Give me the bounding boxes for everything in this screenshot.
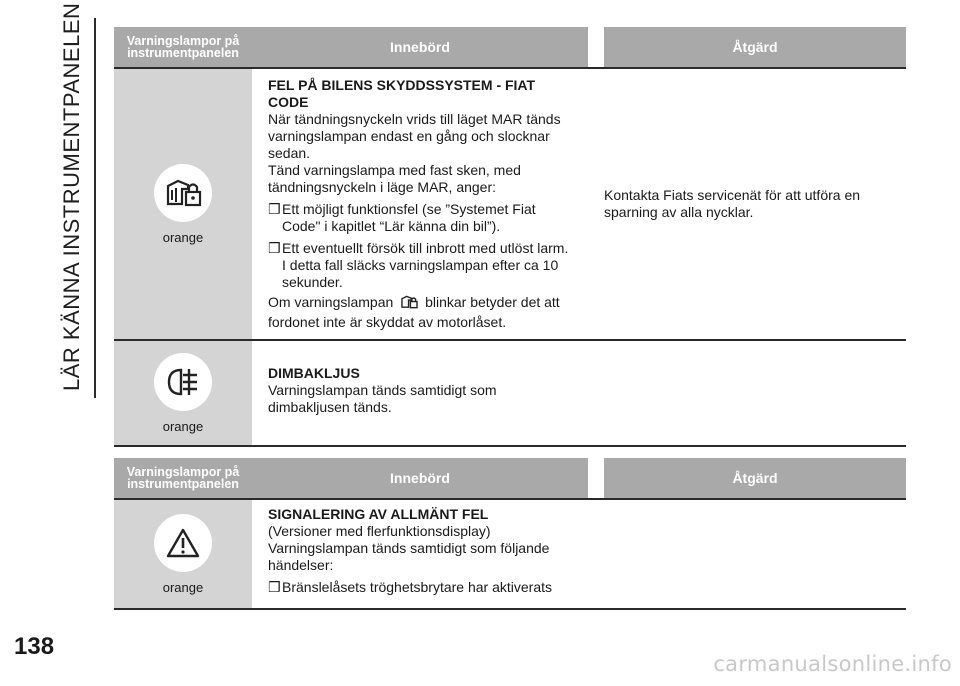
chapter-rule <box>94 18 96 398</box>
action-cell <box>588 341 906 445</box>
icon-cell: orange <box>114 341 252 445</box>
table-row <box>114 341 906 447</box>
warning-lights-table-2 <box>114 458 906 610</box>
meaning-cell: FEL PÅ BILENS SKYDDSSYSTEM - FIAT CODE När tändningsnyckeln vrids till läget MAR tänds varningslampan endast en gång och slocknar sedan. Tänd varningslampa med fast sken, med tändningsnyckeln i läge MAR, anger: ❒ Ett möjligt funktionsfel (se ”Systemet Fiat Code" i kapitlet “Lär känna din bil”). ❒ Ett eventuellt försök till inbrott med utlöst larm. I detta fall släcks varningslampan efter ca 10 sekunder. Om varningslampan blinkar betyder det att fordonet inte är skyddat av motorlåset. <box>252 69 588 339</box>
row-title: DIMBAKLJUS <box>268 365 360 381</box>
list-item: ❒ Ett eventuellt försök till inbrott med utlöst larm. I detta fall släcks varningslampan efter ca 10 sekunder. <box>268 240 569 290</box>
page-number: 138 <box>14 633 55 660</box>
header-meaning: Innebörd <box>252 458 588 498</box>
list-item: ❒ Bränslelåsets tröghetsbrytare har aktiverats <box>268 579 553 595</box>
chapter-title: LÄR KÄNNA INSTRUMENTPANELEN <box>59 2 84 391</box>
action-cell <box>588 500 906 608</box>
fiat-code-inline-icon <box>398 294 420 314</box>
header-action: Åtgärd <box>604 27 906 67</box>
icon-cell: orange <box>114 500 252 608</box>
header-meaning: Innebörd <box>252 27 588 67</box>
icon-cell: orange <box>114 69 252 339</box>
action-cell: Kontakta Fiats servicenät för att utföra en sparning av alla nycklar. <box>604 187 861 220</box>
row-title: FEL PÅ BILENS SKYDDSSYSTEM - FIAT CODE <box>268 77 536 110</box>
watermark: carmanualsonline.info <box>713 652 952 676</box>
meaning-cell: DIMBAKLJUS Varningslampan tänds samtidigt som dimbakljusen tänds. <box>252 341 588 445</box>
meaning-cell: SIGNALERING AV ALLMÄNT FEL (Versioner med flerfunktionsdisplay) Varningslampan tänds samtidigt som följande händelser: ❒ Bränslelåsets tröghetsbrytare har aktiverats <box>252 500 588 608</box>
table-header <box>114 27 906 69</box>
general-warning-triangle-icon <box>154 514 212 572</box>
row-title: SIGNALERING AV ALLMÄNT FEL <box>268 506 489 522</box>
table-header <box>114 458 906 500</box>
header-action: Åtgärd <box>604 458 906 498</box>
table-row <box>114 500 906 610</box>
fiat-code-immobilizer-icon <box>154 164 212 222</box>
list-item: ❒ Ett möjligt funktionsfel (se ”Systemet Fiat Code" i kapitlet “Lär känna din bil”). <box>268 201 536 234</box>
table-row <box>114 69 906 341</box>
rear-fog-light-icon <box>154 353 212 411</box>
header-warning-lights: Varningslampor på instrumentpanelen <box>114 27 252 67</box>
warning-lights-table-1 <box>114 27 906 447</box>
header-warning-lights: Varningslampor på instrumentpanelen <box>114 458 252 498</box>
